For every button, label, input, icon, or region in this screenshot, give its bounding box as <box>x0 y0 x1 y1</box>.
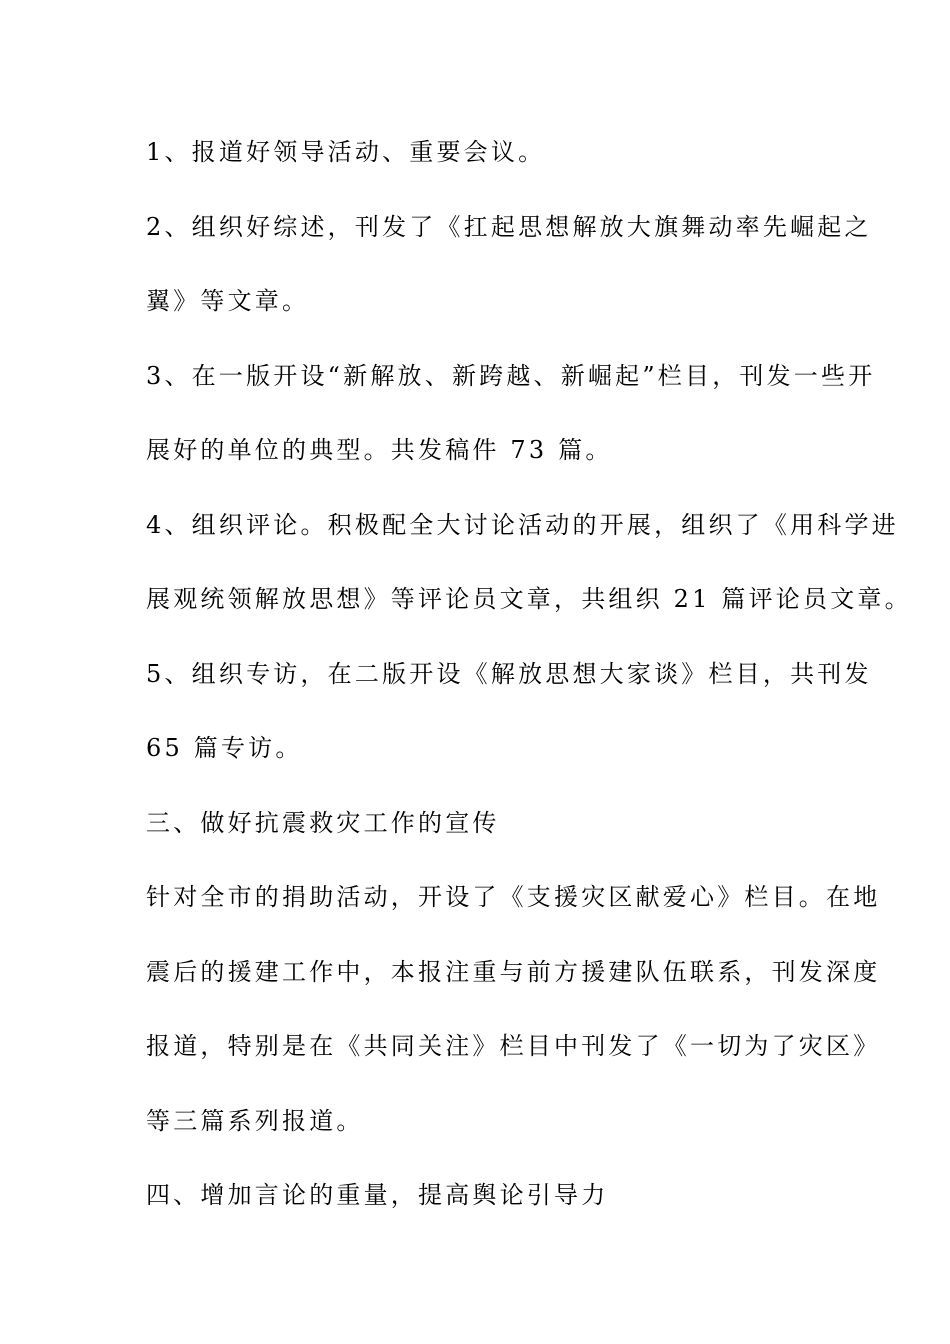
text-line-item-5: 5、组织专访，在二版开设《解放思想大家谈》栏目，共刊发 <box>146 659 872 688</box>
paragraph-line-2: 震后的援建工作中，本报注重与前方援建队伍联系，刊发深度 <box>146 957 881 986</box>
text-line-item-1: 1、报道好领导活动、重要会议。 <box>146 138 546 166</box>
section-heading-3: 三、做好抗震救灾工作的宣传 <box>146 808 500 837</box>
paragraph-line-3: 报道，特别是在《共同关注》栏目中刊发了《一切为了灾区》 <box>146 1032 881 1060</box>
text-line-item-4: 4、组织评论。积极配全大讨论活动的开展，组织了《用科学进 <box>146 510 899 539</box>
text-line-item-4-cont: 展观统领解放思想》等评论员文章，共组织 21 篇评论员文章。 <box>146 585 912 613</box>
text-line-item-2-cont: 翼》等文章。 <box>146 287 310 315</box>
paragraph-line-1: 针对全市的捐助活动，开设了《支援灾区献爱心》栏目。在地 <box>146 883 881 911</box>
text-line-item-2: 2、组织好综述，刊发了《扛起思想解放大旗舞动率先崛起之 <box>146 212 872 241</box>
text-line-item-5-cont: 65 篇专访。 <box>146 734 303 762</box>
section-heading-4: 四、增加言论的重量，提高舆论引导力 <box>146 1181 609 1209</box>
paragraph-line-4: 等三篇系列报道。 <box>146 1106 364 1135</box>
text-line-item-3-cont: 展好的单位的典型。共发稿件 73 篇。 <box>146 436 613 464</box>
text-line-item-3: 3、在一版开设“新解放、新跨越、新崛起”栏目，刊发一些开 <box>146 361 876 390</box>
document-body <box>146 128 912 1246</box>
